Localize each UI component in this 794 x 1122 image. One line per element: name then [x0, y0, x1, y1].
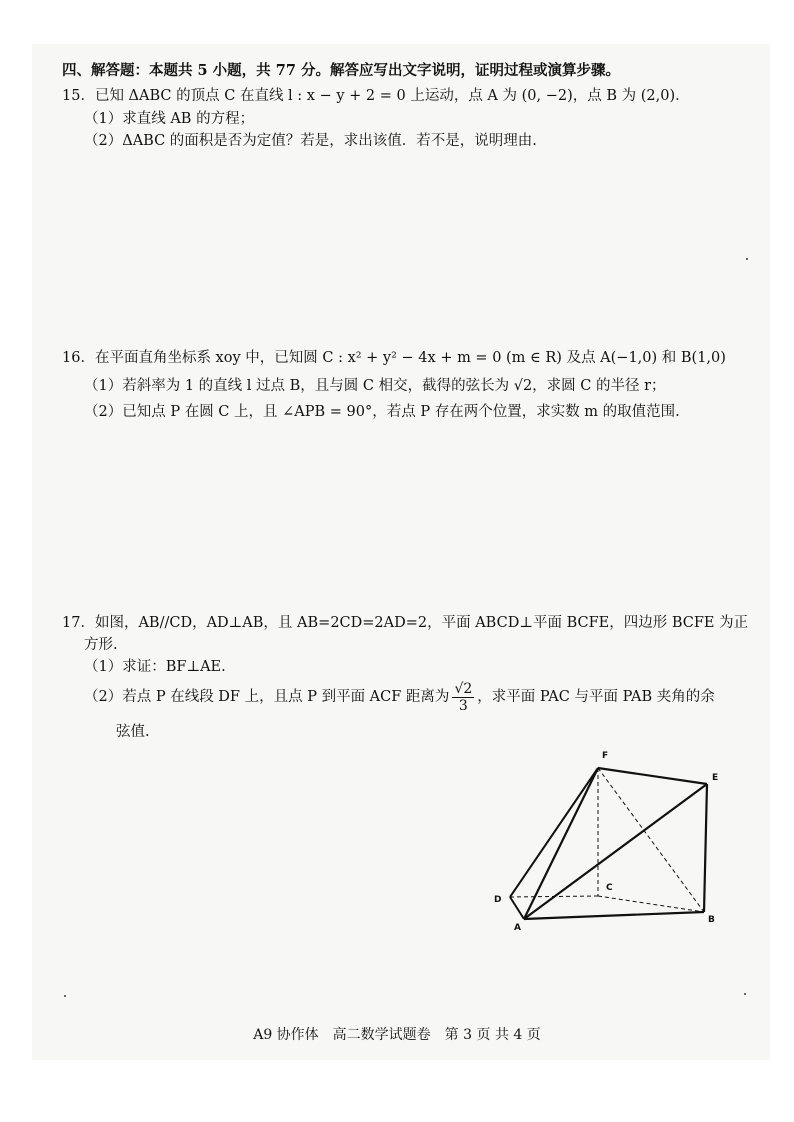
label-F: F — [602, 751, 609, 761]
q17-part2-line2: 弦值. — [116, 724, 150, 740]
label-A: A — [514, 923, 521, 933]
edge-AB — [524, 912, 704, 919]
solid-geometry-figure — [488, 742, 728, 934]
label-E: E — [712, 773, 719, 783]
edge-CB — [598, 896, 704, 912]
edge-EB — [704, 784, 707, 912]
distance-fraction — [452, 681, 474, 714]
edge-FB — [598, 768, 704, 912]
label-B: B — [708, 915, 715, 925]
label-C: C — [606, 883, 613, 893]
scan-speck — [64, 995, 66, 997]
edge-DA — [510, 897, 524, 919]
q15-part2: （2）ΔABC 的面积是否为定值？若是，求出该值．若不是，说明理由. — [84, 133, 537, 149]
q17-part2-after: ，求平面 PAC 与平面 PAB 夹角的余 — [477, 689, 715, 705]
fraction-numerator: √2 — [454, 680, 473, 697]
edge-FE — [598, 768, 707, 784]
fraction-denominator: 3 — [458, 697, 468, 714]
label-D: D — [494, 895, 502, 905]
scan-speck — [744, 993, 746, 995]
page-footer: A9 协作体 高二数学试题卷 第 3 页 共 4 页 — [253, 1027, 541, 1043]
section-header: 四、解答题：本题共 5 小题，共 77 分。解答应写出文字说明，证明过程或演算步骤。 — [62, 62, 620, 79]
q17-stem-line1: 17．如图，AB//CD，AD⊥AB，且 AB=2CD=2AD=2，平面 ABCD⊥平面 BCFE，四边形 BCFE 为正 — [62, 615, 749, 631]
q16-part2: （2）已知点 P 在圆 C 上，且 ∠APB = 90°，若点 P 存在两个位置，求实数 m 的取值范围. — [84, 404, 680, 420]
q16-part1: （1）若斜率为 1 的直线 l 过点 B，且与圆 C 相交，截得的弦长为 √2，求圆 C 的半径 r； — [84, 378, 666, 394]
q17-stem-line2: 方形. — [84, 637, 118, 653]
q17-part2 — [84, 680, 715, 714]
q17-part2-before: （2）若点 P 在线段 DF 上，且点 P 到平面 ACF 距离为 — [84, 689, 450, 705]
scan-speck — [746, 258, 748, 260]
q17-part1: （1）求证：BF⊥AE. — [84, 659, 226, 675]
edge-FD — [510, 768, 598, 897]
q16-stem: 16．在平面直角坐标系 xoy 中，已知圆 C : x² + y² − 4x + m = 0 (m ∈ R) 及点 A(−1,0) 和 B(1,0) — [62, 350, 726, 366]
q15-stem: 15．已知 ΔABC 的顶点 C 在直线 l : x − y + 2 = 0 上运动，点 A 为 (0, −2)，点 B 为 (2,0)． — [62, 88, 690, 104]
q15-part1: （1）求直线 AB 的方程； — [84, 111, 255, 127]
